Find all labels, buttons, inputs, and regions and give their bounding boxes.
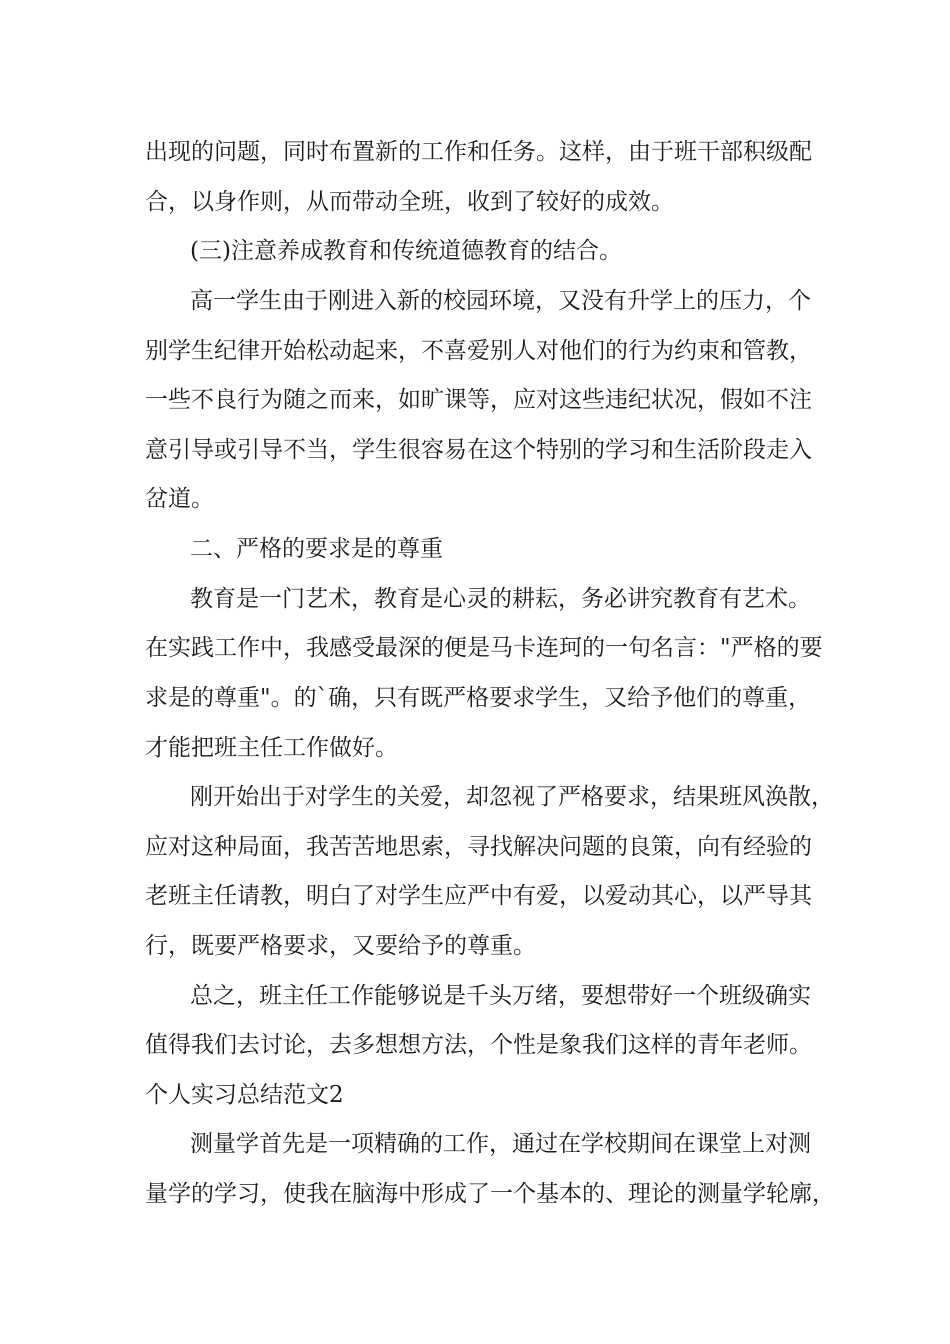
text-line: 求是的尊重"。的`确，只有既严格要求学生，又给予他们的尊重， xyxy=(145,685,812,711)
text-line: 总之，班主任工作能够说是千头万绪，要想带好一个班级确实 xyxy=(190,983,811,1009)
text-line: 出现的问题，同时布置新的工作和任务。这样，由于班干部积级配 xyxy=(145,139,812,165)
text-line: 老班主任请教，明白了对学生应严中有爱，以爱动其心，以严导其 xyxy=(145,883,812,909)
text-line: 合，以身作则，从而带动全班，收到了较好的成效。 xyxy=(145,189,674,215)
text-line: 在实践工作中，我感受最深的便是马卡连珂的一句名言："严格的要 xyxy=(145,635,823,661)
text-line: 测量学首先是一项精确的工作，通过在学校期间在课堂上对测 xyxy=(190,1131,811,1157)
text-line: 岔道。 xyxy=(145,486,214,512)
text-line: 应对这种局面，我苦苦地思索，寻找解决问题的良策，向有经验的 xyxy=(145,834,812,860)
text-line: 量学的学习，使我在脑海中形成了一个基本的、理论的测量学轮廓， xyxy=(145,1181,835,1207)
article-title: 个人实习总结范文2 xyxy=(145,1082,344,1108)
text-line: 意引导或引导不当，学生很容易在这个特别的学习和生活阶段走入 xyxy=(145,437,812,463)
text-line: 刚开始出于对学生的关爱，却忽视了严格要求，结果班风涣散， xyxy=(190,784,834,810)
section-heading: (三)注意养成教育和传统道德教育的结合。 xyxy=(190,238,622,264)
text-line: 别学生纪律开始松动起来，不喜爱别人对他们的行为约束和管教， xyxy=(145,338,812,364)
text-line: 行，既要严格要求，又要给予的尊重。 xyxy=(145,933,536,959)
section-heading: 二、严格的要求是的尊重 xyxy=(190,536,443,562)
text-line: 高一学生由于刚进入新的校园环境，又没有升学上的压力，个 xyxy=(190,288,811,314)
text-line: 一些不良行为随之而来，如旷课等，应对这些违纪状况，假如不注 xyxy=(145,387,812,413)
text-line: 才能把班主任工作做好。 xyxy=(145,735,398,761)
text-line: 教育是一门艺术，教育是心灵的耕耘，务必讲究教育有艺术。 xyxy=(190,586,811,612)
text-line: 值得我们去讨论，去多想想方法，个性是象我们这样的青年老师。 xyxy=(145,1032,812,1058)
